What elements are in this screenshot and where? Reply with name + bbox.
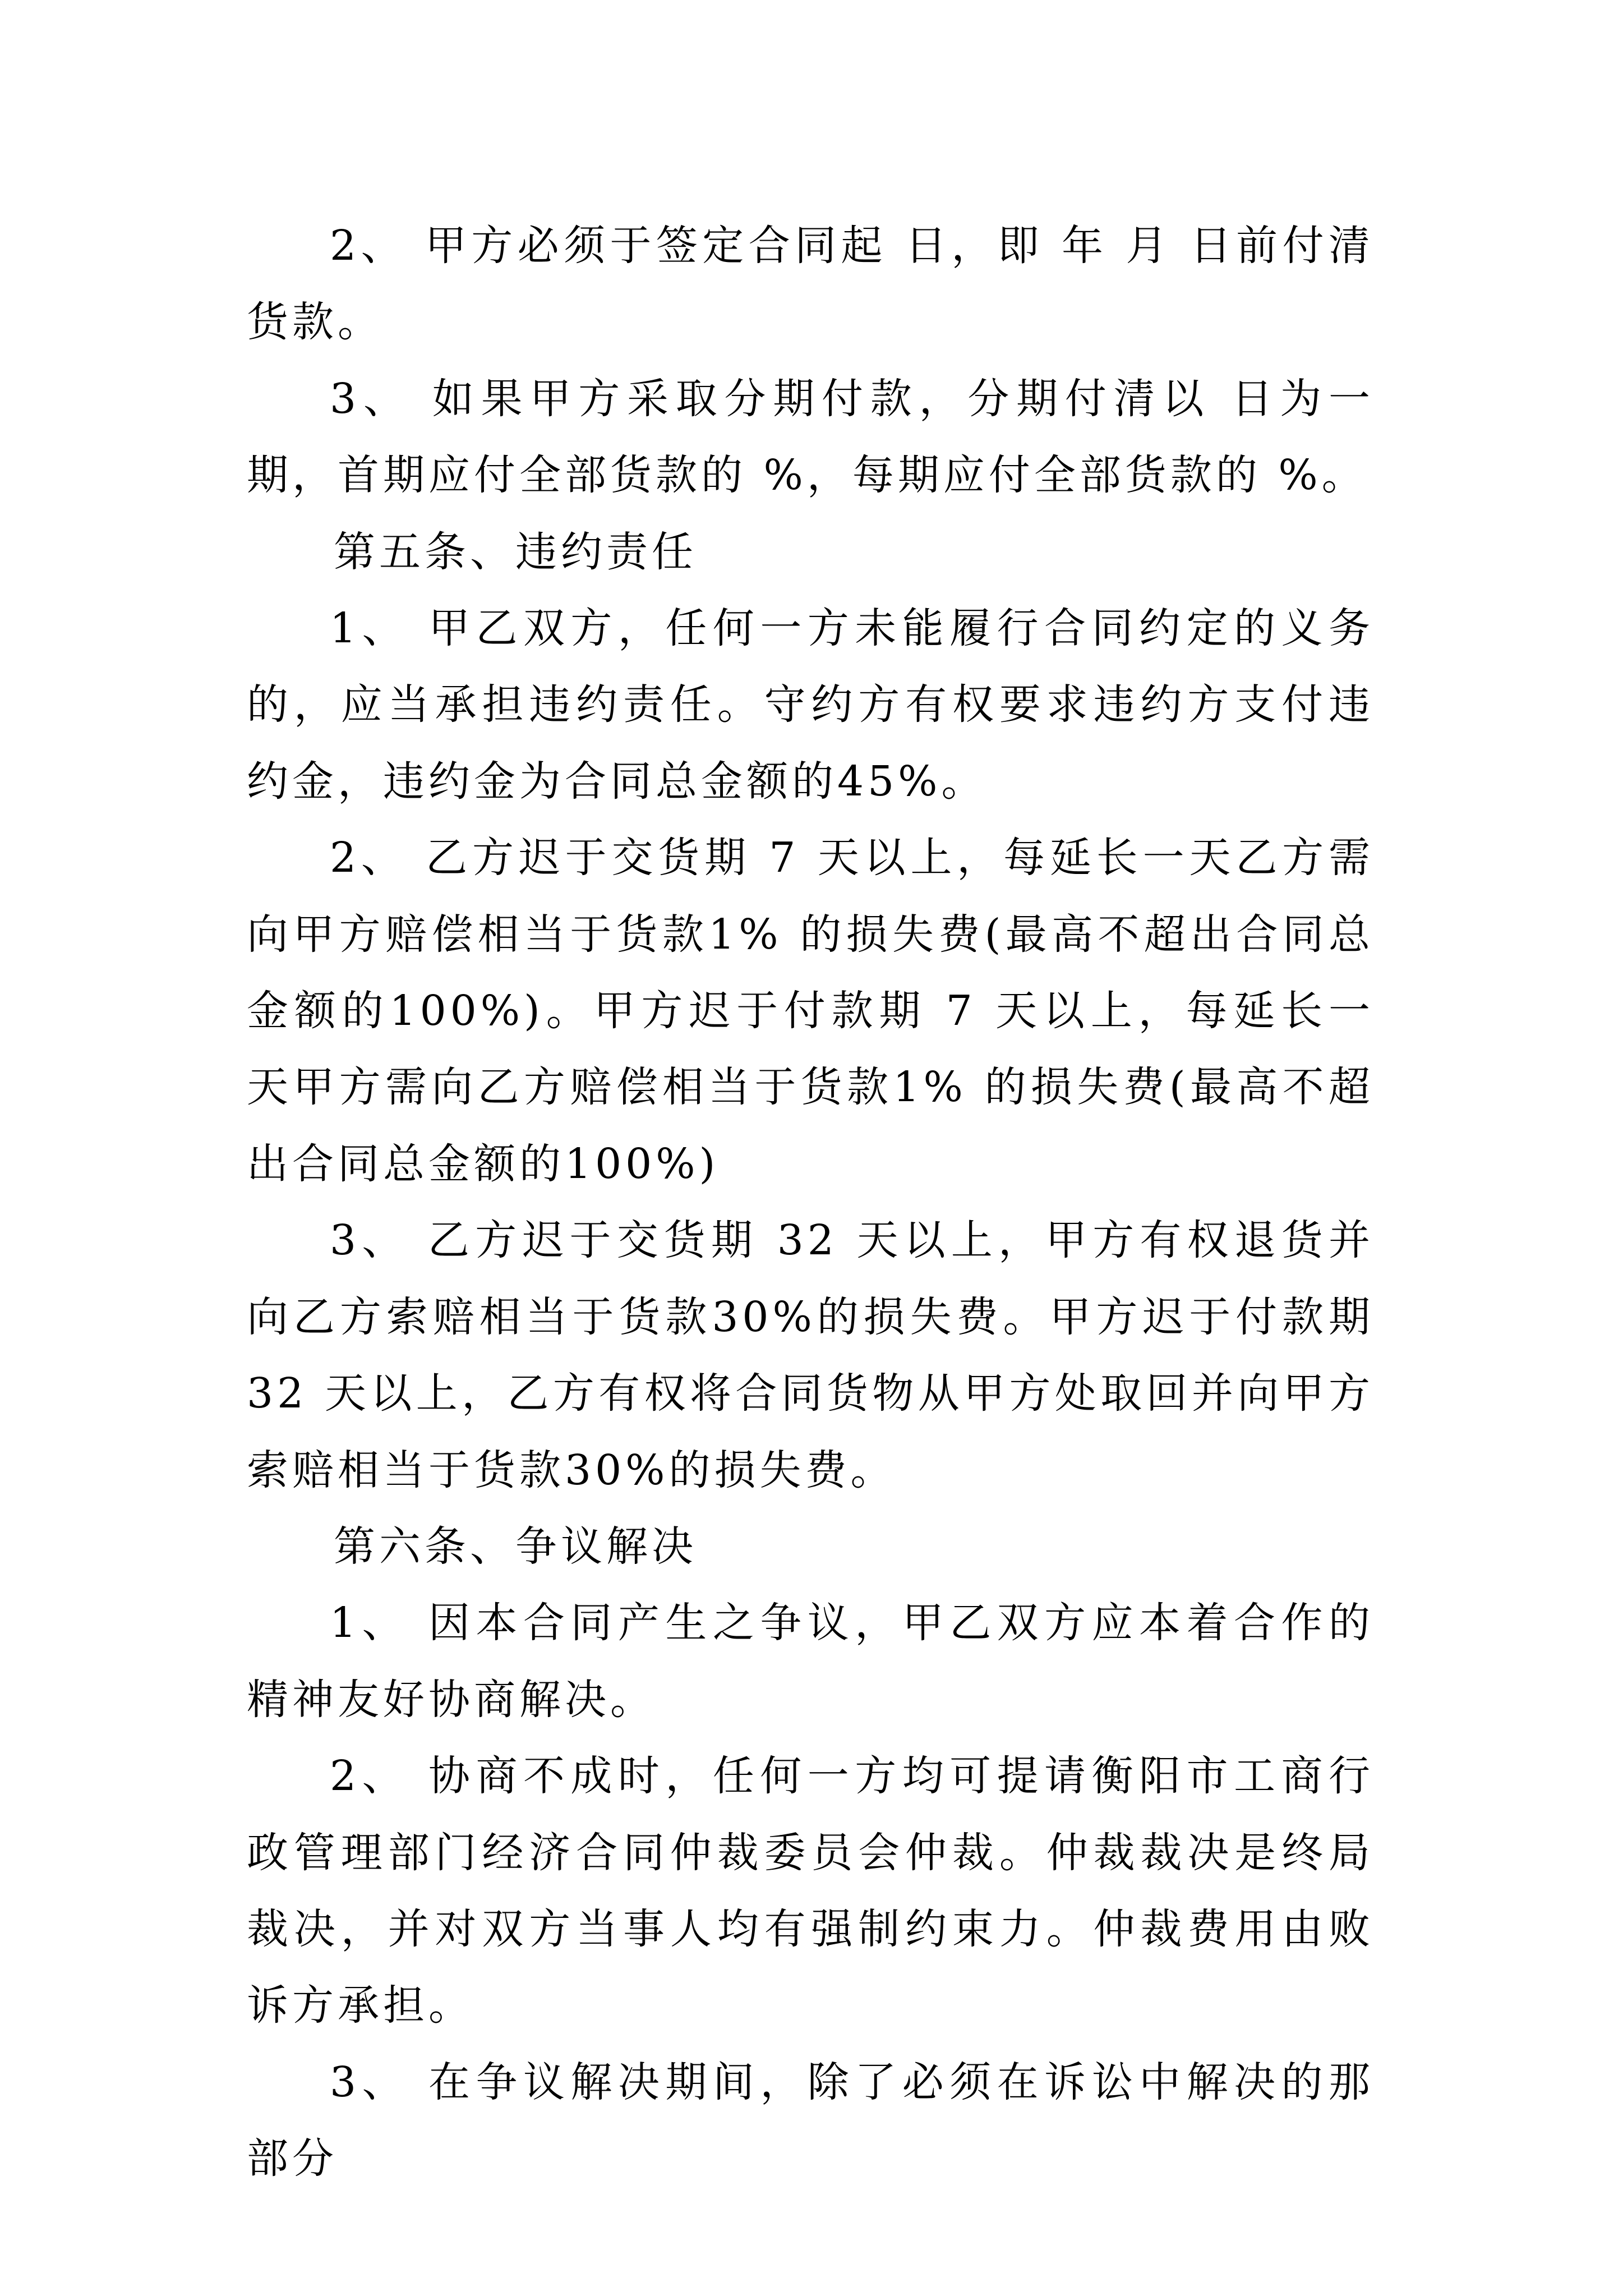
clause-5-3: 3、 乙方迟于交货期 32 天以上，甲方有权退货并向乙方索赔相当于货款30%的损失费。甲方迟于付款期 32 天以上，乙方有权将合同货物从甲方处取回并向甲方索赔相当于货款30%的损失费。 [247, 1216, 1374, 1494]
clause-4-3: 3、 如果甲方采取分期付款，分期付清以 日为一期，首期应付全部货款的 %，每期应付全部货款的 %。 [247, 374, 1374, 500]
article-6-heading: 第六条、争议解决 [334, 1522, 697, 1571]
document-body [247, 208, 1374, 2197]
clause-6-1: 1、 因本合同产生之争议，甲乙双方应本着合作的精神友好协商解决。 [247, 1599, 1374, 1724]
clause-4-2: 2、 甲方必须于签定合同起 日，即 年 月 日前付清货款。 [247, 222, 1374, 347]
article-5-heading: 第五条、违约责任 [334, 527, 697, 576]
clause-5-1: 1、 甲乙双方，任何一方未能履行合同约定的义务的，应当承担违约责任。守约方有权要求违约方支付违约金，违约金为合同总金额的45%。 [247, 604, 1374, 806]
clause-5-2: 2、 乙方迟于交货期 7 天以上，每延长一天乙方需向甲方赔偿相当于货款1% 的损失费(最高不超出合同总金额的100%)。甲方迟于付款期 7 天以上，每延长一天甲方需向乙方赔偿相当于货款1% 的损失费(最高不超出合同总金额的100%) [247, 834, 1374, 1188]
clause-6-3: 3、 在争议解决期间，除了必须在诉讼中解决的那部分 [247, 2058, 1374, 2183]
clause-6-2: 2、 协商不成时，任何一方均可提请衡阳市工商行政管理部门经济合同仲裁委员会仲裁。仲裁裁决是终局裁决，并对双方当事人均有强制约束力。仲裁费用由败诉方承担。 [247, 1752, 1374, 2030]
